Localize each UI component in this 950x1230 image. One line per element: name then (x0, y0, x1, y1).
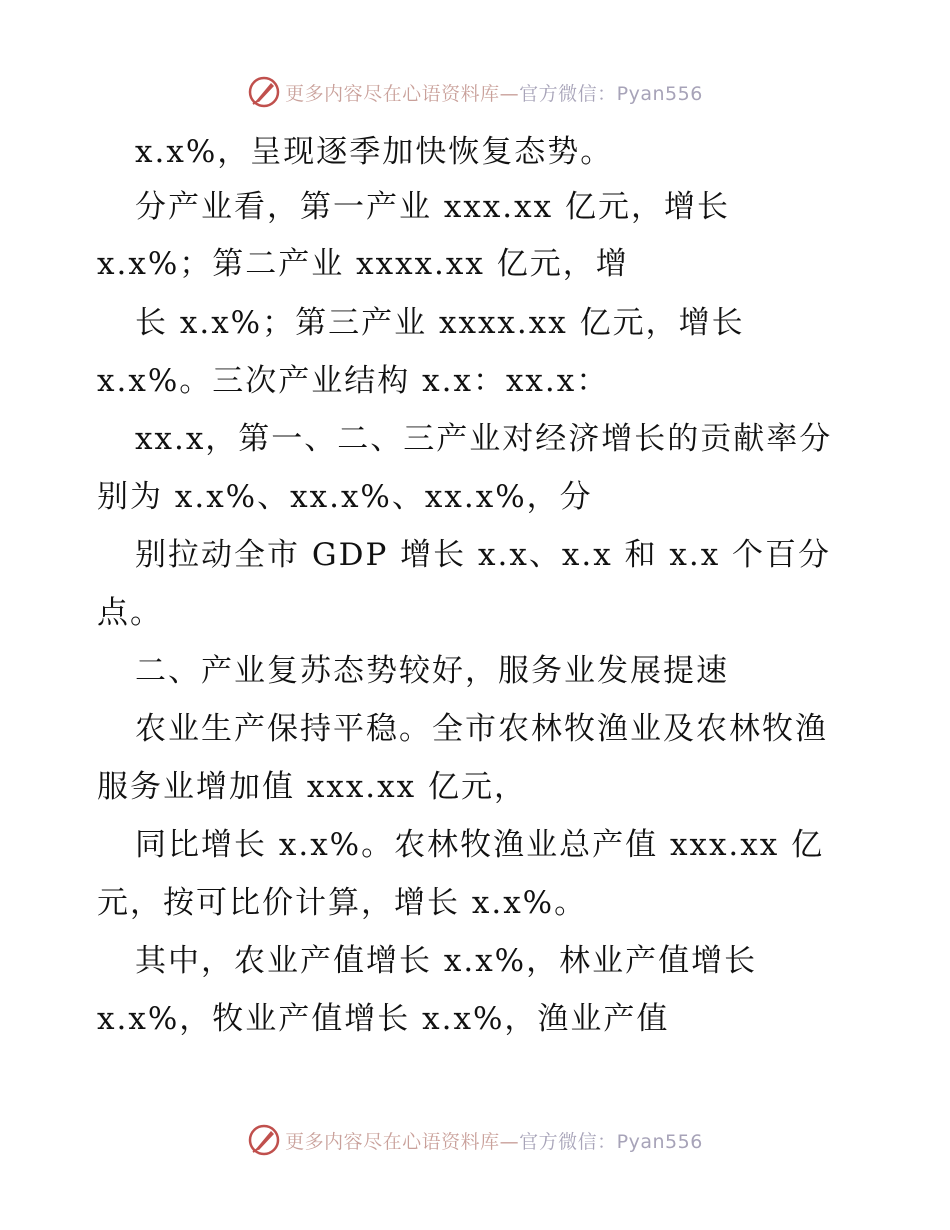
footer-watermark (0, 1120, 950, 1160)
text-line: 别为 x.x%、xx.x%、xx.x%，分 (97, 479, 593, 515)
section-heading: 二、产业复苏态势较好，服务业发展提速 (135, 653, 729, 689)
watermark-text (285, 79, 703, 106)
quill-logo-icon (247, 75, 281, 109)
text-line: 别拉动全市 GDP 增长 x.x、x.x 和 x.x 个百分 (135, 537, 832, 573)
watermark-contact: 官方微信：Pyan556 (519, 82, 703, 105)
text-line: x.x%。三次产业结构 x.x：xx.x： (97, 363, 610, 399)
header-watermark (0, 72, 950, 112)
text-line: 同比增长 x.x%。农林牧渔业总产值 xxx.xx 亿 (135, 827, 825, 863)
text-line: 服务业增加值 xxx.xx 亿元， (97, 769, 527, 805)
watermark-brand: 更多内容尽在心语资料库— (285, 1130, 520, 1153)
text-line: 点。 (97, 595, 163, 631)
watermark-contact: 官方微信：Pyan556 (519, 1130, 703, 1153)
text-line: x.x%，呈现逐季加快恢复态势。 (135, 134, 614, 170)
text-line: xx.x，第一、二、三产业对经济增长的贡献率分 (135, 421, 833, 457)
text-line: 元，按可比价计算，增长 x.x%。 (97, 885, 588, 921)
text-line: x.x%；第二产业 xxxx.xx 亿元，增 (97, 246, 629, 282)
text-line: 分产业看，第一产业 xxx.xx 亿元，增长 (135, 189, 730, 225)
watermark-text (285, 1127, 703, 1154)
text-line: 长 x.x%；第三产业 xxxx.xx 亿元，增长 (135, 305, 745, 341)
text-line: 农业生产保持平稳。全市农林牧渔业及农林牧渔 (135, 711, 828, 747)
quill-logo-icon (247, 1123, 281, 1157)
watermark-brand: 更多内容尽在心语资料库— (285, 82, 520, 105)
text-line: 其中，农业产值增长 x.x%，林业产值增长 (135, 943, 758, 979)
text-line: x.x%，牧业产值增长 x.x%，渔业产值 (97, 1001, 670, 1037)
